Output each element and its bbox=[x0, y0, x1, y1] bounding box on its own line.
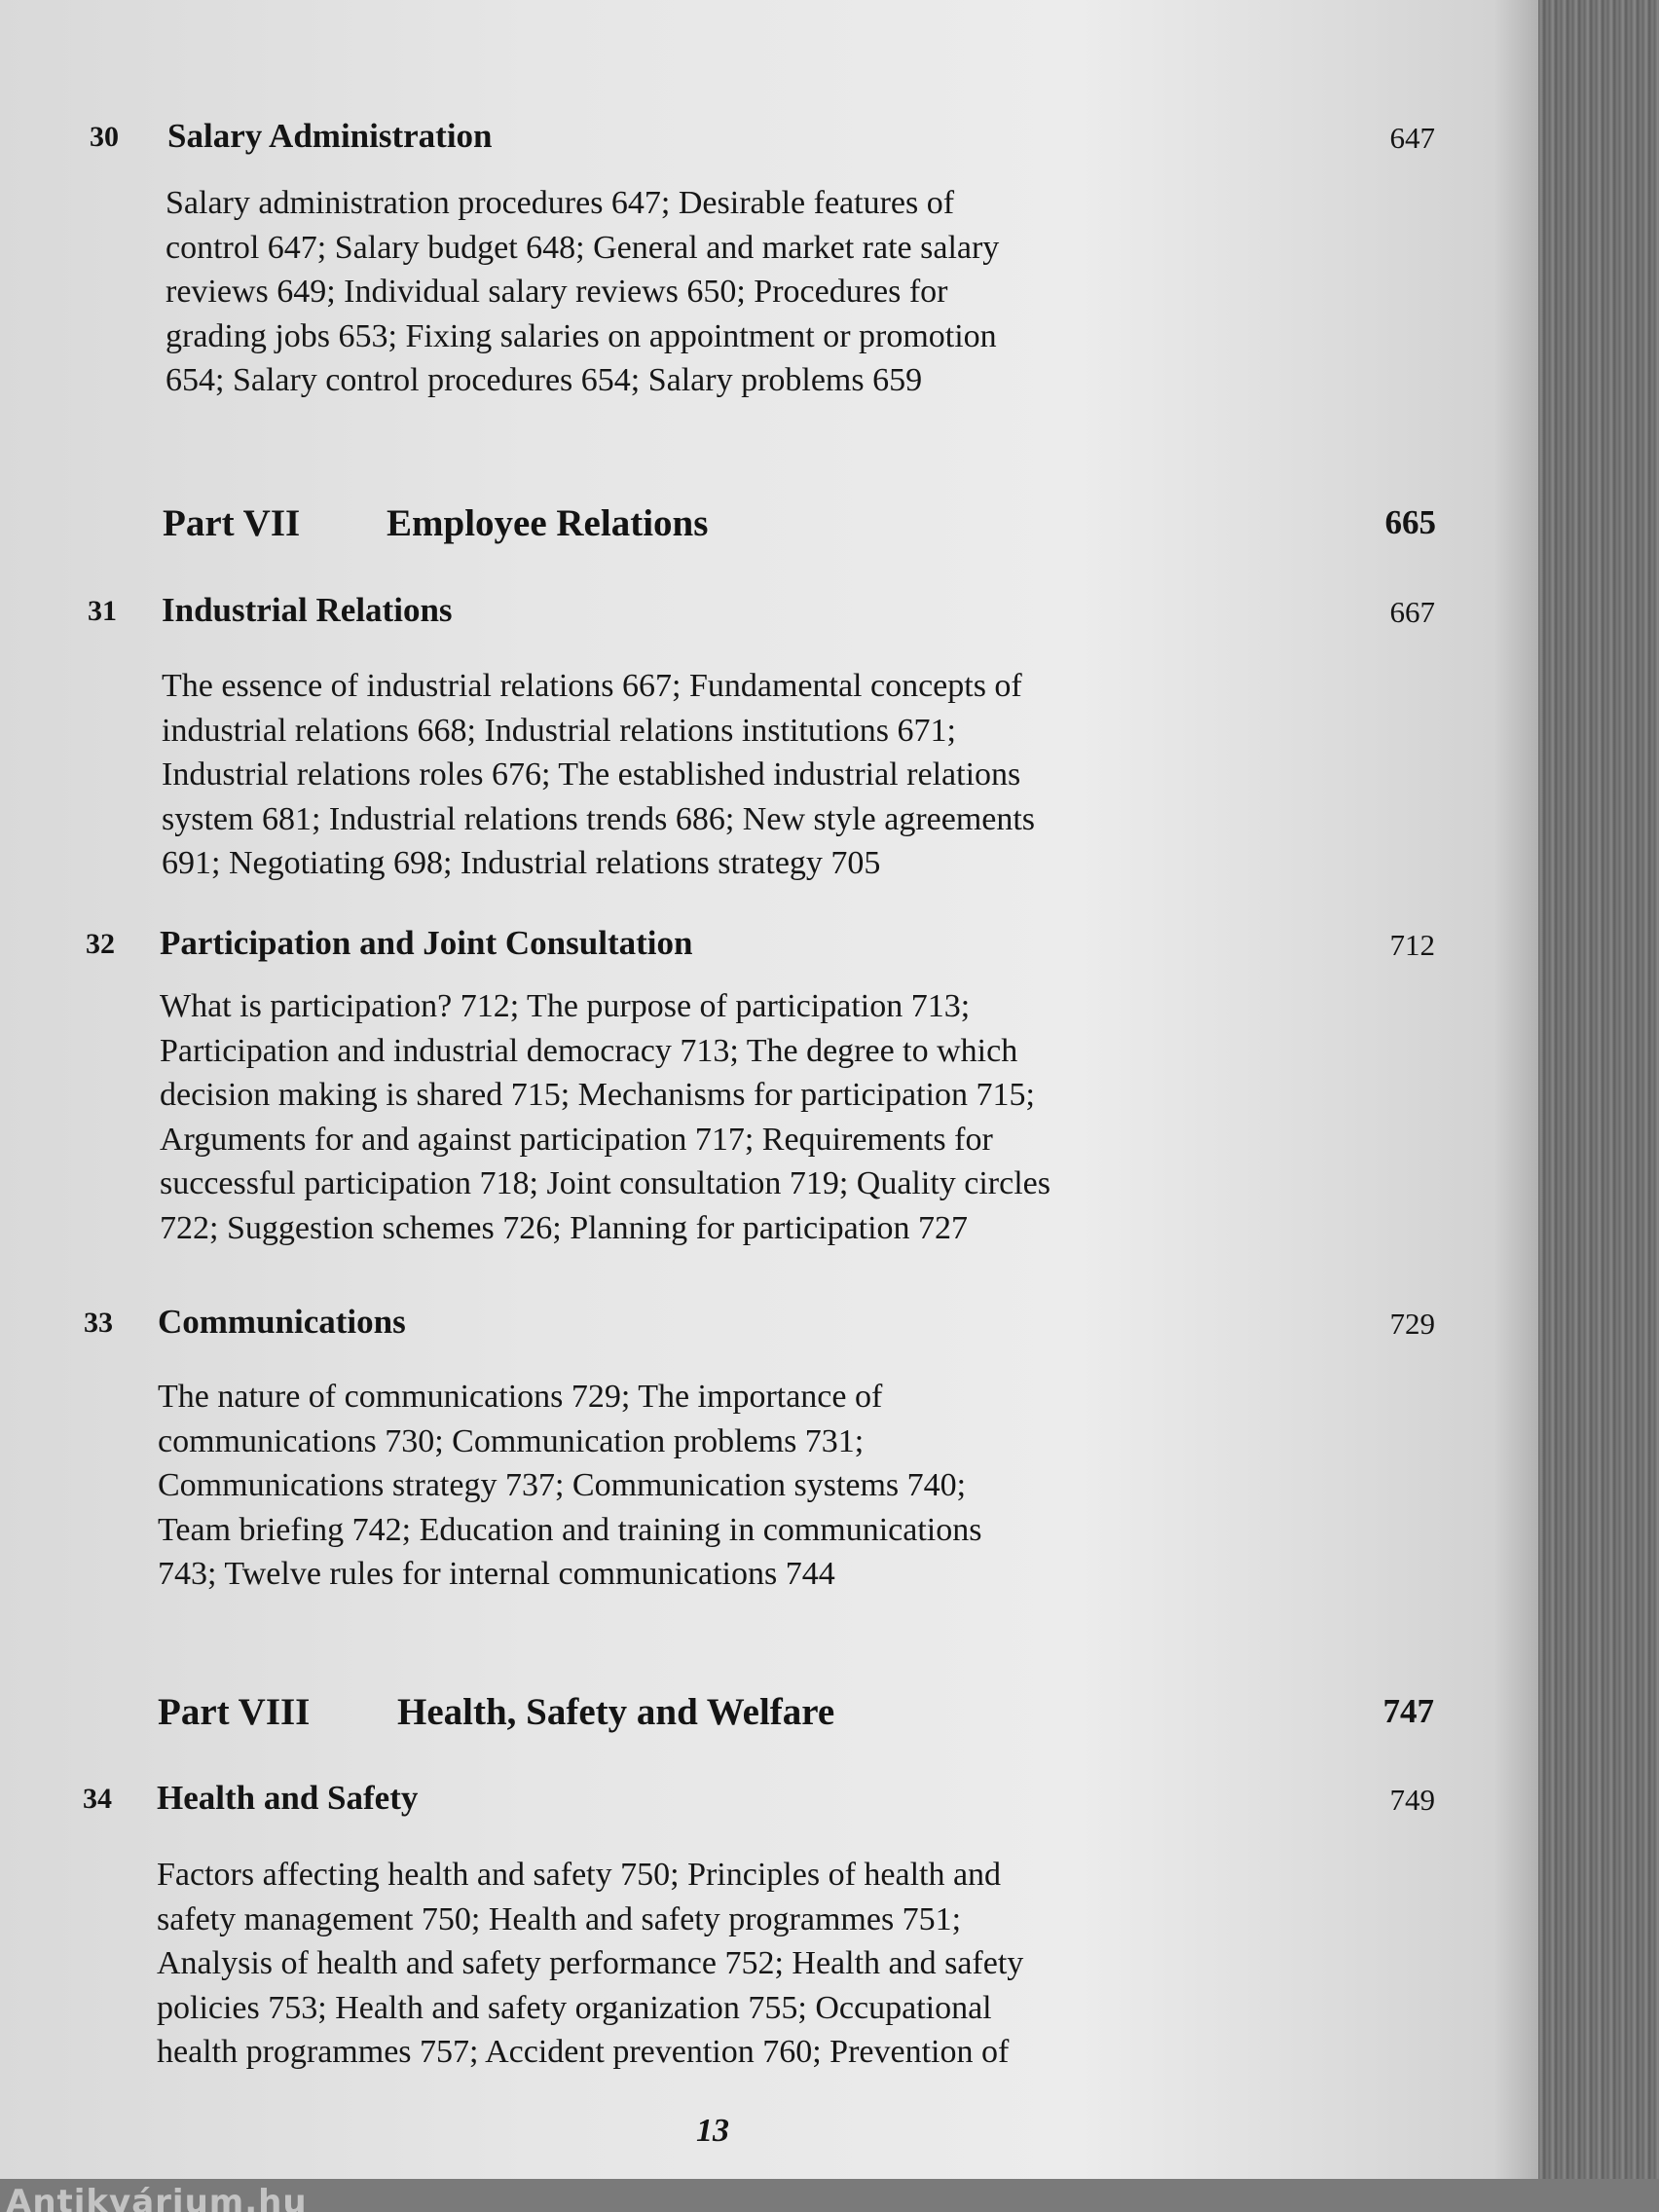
contents-line: system 681; Industrial relations trends 686; New style agreements bbox=[162, 800, 1036, 837]
toc-entry-30 bbox=[90, 117, 1435, 403]
contents-line: industrial relations 668; Industrial relations institutions 671; bbox=[162, 712, 956, 749]
contents-line: Participation and industrial democracy 713; The degree to which bbox=[160, 1032, 1018, 1069]
contents-line: 691; Negotiating 698; Industrial relations strategy 705 bbox=[162, 845, 881, 881]
contents-line: safety management 750; Health and safety programmes 751; bbox=[157, 1900, 962, 1937]
toc-entry-34 bbox=[83, 1779, 1435, 2075]
contents-line: health programmes 757; Accident prevention 760; Prevention of bbox=[157, 2034, 1010, 2070]
book-spine-edge bbox=[1538, 0, 1659, 2212]
chapter-contents bbox=[166, 181, 1305, 403]
part-heading-vii bbox=[163, 501, 1436, 560]
part-label: Part VII bbox=[163, 502, 301, 544]
chapter-contents bbox=[158, 1375, 1297, 1597]
contents-line: successful participation 718; Joint consultation 719; Quality circles bbox=[160, 1165, 1051, 1201]
watermark-text: Antikvárium.hu bbox=[6, 2183, 308, 2212]
chapter-title: Salary Administration bbox=[167, 117, 493, 155]
contents-line: decision making is shared 715; Mechanisms for participation 715; bbox=[160, 1077, 1035, 1113]
chapter-title: Communications bbox=[158, 1303, 406, 1341]
contents-line: communications 730; Communication problems 731; bbox=[158, 1422, 865, 1459]
contents-line: 722; Suggestion schemes 726; Planning for participation 727 bbox=[160, 1209, 969, 1246]
chapter-contents bbox=[157, 1853, 1296, 2075]
part-page: 665 bbox=[1384, 503, 1436, 541]
contents-line: Salary administration procedures 647; Desirable features of bbox=[166, 185, 955, 221]
page-footer-number: 13 bbox=[696, 2113, 729, 2149]
chapter-title: Health and Safety bbox=[157, 1779, 419, 1817]
chapter-contents bbox=[160, 984, 1299, 1250]
part-page: 747 bbox=[1382, 1692, 1434, 1730]
chapter-title: Participation and Joint Consultation bbox=[160, 924, 693, 962]
part-label: Part VIII bbox=[158, 1691, 311, 1733]
chapter-page: 667 bbox=[1389, 595, 1435, 629]
chapter-page: 729 bbox=[1389, 1307, 1435, 1341]
contents-line: 743; Twelve rules for internal communications 744 bbox=[158, 1556, 835, 1592]
contents-line: Industrial relations roles 676; The established industrial relations bbox=[162, 756, 1021, 793]
part-title: Employee Relations bbox=[387, 502, 709, 544]
chapter-number: 32 bbox=[86, 928, 115, 960]
contents-line: Team briefing 742; Education and training in communications bbox=[158, 1511, 982, 1548]
chapter-page: 749 bbox=[1389, 1783, 1435, 1817]
contents-line: What is participation? 712; The purpose of participation 713; bbox=[160, 988, 971, 1024]
contents-line: control 647; Salary budget 648; General and market rate salary bbox=[166, 229, 1000, 266]
toc-entry-32 bbox=[86, 924, 1435, 1250]
part-heading-viii bbox=[158, 1690, 1434, 1749]
contents-line: grading jobs 653; Fixing salaries on appointment or promotion bbox=[166, 317, 997, 354]
contents-line: The nature of communications 729; The importance of bbox=[158, 1379, 883, 1415]
chapter-number: 34 bbox=[83, 1783, 112, 1815]
toc-entry-31 bbox=[88, 591, 1435, 886]
chapter-contents bbox=[162, 664, 1301, 886]
toc-entry-33 bbox=[84, 1303, 1435, 1597]
chapter-number: 33 bbox=[84, 1307, 113, 1339]
chapter-page: 712 bbox=[1389, 928, 1435, 962]
contents-line: reviews 649; Individual salary reviews 650; Procedures for bbox=[166, 274, 948, 310]
chapter-title: Industrial Relations bbox=[162, 591, 453, 629]
contents-line: policies 753; Health and safety organization 755; Occupational bbox=[157, 1989, 992, 2026]
contents-line: Factors affecting health and safety 750; Principles of health and bbox=[157, 1857, 1002, 1893]
contents-line: The essence of industrial relations 667; Fundamental concepts of bbox=[162, 668, 1022, 704]
contents-line: Arguments for and against participation 717; Requirements for bbox=[160, 1121, 993, 1158]
contents-line: 654; Salary control procedures 654; Salary problems 659 bbox=[166, 362, 923, 398]
chapter-number: 31 bbox=[88, 595, 117, 627]
chapter-number: 30 bbox=[90, 121, 119, 153]
part-title: Health, Safety and Welfare bbox=[397, 1691, 835, 1733]
chapter-page: 647 bbox=[1389, 121, 1435, 155]
contents-line: Analysis of health and safety performance 752; Health and safety bbox=[157, 1945, 1024, 1981]
contents-line: Communications strategy 737; Communication systems 740; bbox=[158, 1467, 967, 1503]
